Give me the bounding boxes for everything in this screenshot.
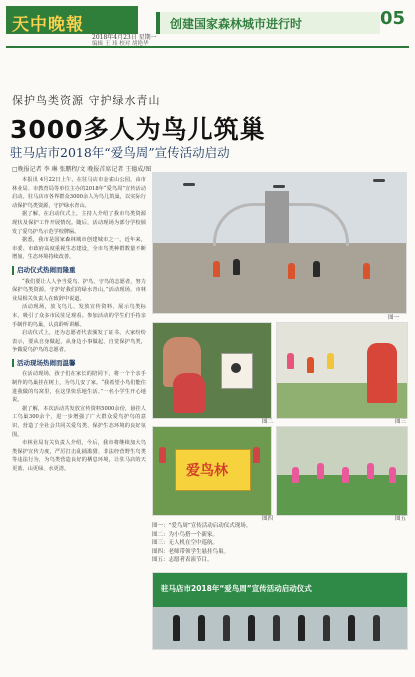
crowd-photo (276, 322, 408, 419)
paragraph: 在活动现场，孩子们在家长的陪同下，将一个个亲手制作的鸟巢挂在树上，为鸟儿安了家。“我希望小鸟们能住进我做的鸟窝里，在这里快乐地生活。”一名小学生开心地说。 (12, 371, 146, 404)
paragraph: “我们要让人人争当爱鸟、护鸟、守鸟的志愿者，努力保护鸟类资源，守护好我们的绿水青山。”活动现场，市林业局相关负责人在致辞中说道。 (12, 278, 146, 302)
paragraph: 据了解，在启动仪式上，主持人介绍了我市鸟类资源现状及保护工作开展情况。随后，活动现场为部分学校颁发了爱鸟护鸟示范学校牌匾。 (12, 211, 146, 235)
sign-text: 爱鸟林 (186, 463, 228, 479)
monument (265, 191, 289, 243)
child-figure (173, 373, 205, 413)
person-figure (288, 263, 295, 279)
photo-caption-label: 图一 (388, 315, 400, 321)
person-figure (233, 259, 240, 275)
section-banner-text: 创建国家森林城市进行时 (170, 17, 303, 31)
article-body-column-1 (12, 176, 146, 646)
article-kicker: 保护鸟类资源 守护绿水青山 (12, 94, 161, 107)
editor-credits: 编辑 王 玮 校对 胡艳华 (92, 41, 149, 47)
photo-caption-label: 图五 (395, 516, 407, 522)
dance-photo (276, 426, 408, 516)
officials-photo (152, 572, 408, 650)
article-headline: 3000多人为鸟儿筑巢 (10, 115, 266, 144)
person-figure (313, 261, 320, 277)
section-heading: 活动现场热闹而温馨 (12, 359, 146, 368)
event-banner-text: 驻马店市2018年“爱鸟周”宣传活动启动仪式 (161, 584, 312, 593)
paragraph: 据悉，我市是国家森林城市创建城市之一，近年来，市委、市政府高度重视生态建设，全市鸟类种群数量不断增加，生态环境持续改善。 (12, 237, 146, 261)
photo-caption-label: 图二 (262, 419, 274, 425)
birdhouse-photo (152, 322, 272, 419)
photo-caption-label: 图四 (262, 516, 274, 522)
caption-item: 图五：志愿者表演节目。 (152, 557, 213, 563)
drone-icon (373, 179, 385, 182)
photo-caption-label: 图三 (395, 419, 407, 425)
section-heading: 启动仪式热闹而隆重 (12, 266, 146, 275)
caption-item: 图二：为小鸟搭一个新家。 (152, 531, 219, 538)
paragraph: 本报讯 4月22日上午，在驻马店市金雀山公园，由市林业局、市教育局等单位主办的2018年“爱鸟周”宣传活动启动。驻马店市各界群众3000余人为鸟儿筑巢，以实际行动保护鸟类资源，守护绿水青山。 (12, 177, 146, 209)
person-figure (213, 261, 220, 277)
section-banner (156, 12, 380, 34)
ainiaolin-sign (175, 449, 251, 491)
paragraph: 启动仪式上，还为志愿者代表颁发了证书，大家纷纷表示，要从自身做起，从身边小事做起，自觉保护鸟类，争做爱鸟护鸟的志愿者。 (12, 330, 146, 354)
person-figure (363, 263, 370, 279)
photo-captions (152, 522, 292, 568)
event-photo (152, 172, 407, 314)
page-number: 05 (379, 8, 405, 29)
caption-item: 图四：老师带领学生悬挂鸟巢。 (152, 548, 230, 555)
caption-item: 图三：无人机在空中巡航。 (152, 540, 219, 546)
article-subhead: 驻马店市2018年“爱鸟周”宣传活动启动 (10, 145, 230, 160)
paragraph: 活动现场，放飞鸟儿、发放宣传资料、展示鸟类标本，吸引了众多市民驻足观看。参加活动的学生们手持亲手制作的鸟巢，认真聆听讲解。 (12, 304, 146, 328)
drone-icon (273, 185, 285, 188)
paragraph: 据了解，本次活动共发放宣传资料5000余份，悬挂人工鸟巢300余个，进一步增强了广大群众爱鸟护鸟的意识，营造了全社会共同关爱鸟类、保护生态环境的良好氛围。 (12, 405, 146, 438)
event-banner (153, 573, 407, 607)
article-byline: □晚报记者 李 琳 张鹏程/文 晚报首席记者 王德成/图 (12, 166, 152, 173)
sign-photo (152, 426, 272, 516)
caption-item: 图一：“爱鸟周”宣传活动启动仪式现场。 (152, 523, 252, 529)
masthead (6, 6, 409, 48)
newspaper-logo: 天中晚報 (12, 15, 84, 35)
birdhouse-hole (231, 363, 241, 373)
issue-date: 2018年4月23日 星期一 (92, 34, 157, 41)
paragraph: 市林业局有关负责人介绍，今后，我市将继续加大鸟类保护宣传力度，严厉打击乱捕滥猎、非法经营野生鸟类等违法行为，为鸟类营造良好的栖息环境，让驻马店的天更蓝、山更绿、水更清。 (12, 440, 146, 472)
drone-icon (183, 183, 195, 186)
